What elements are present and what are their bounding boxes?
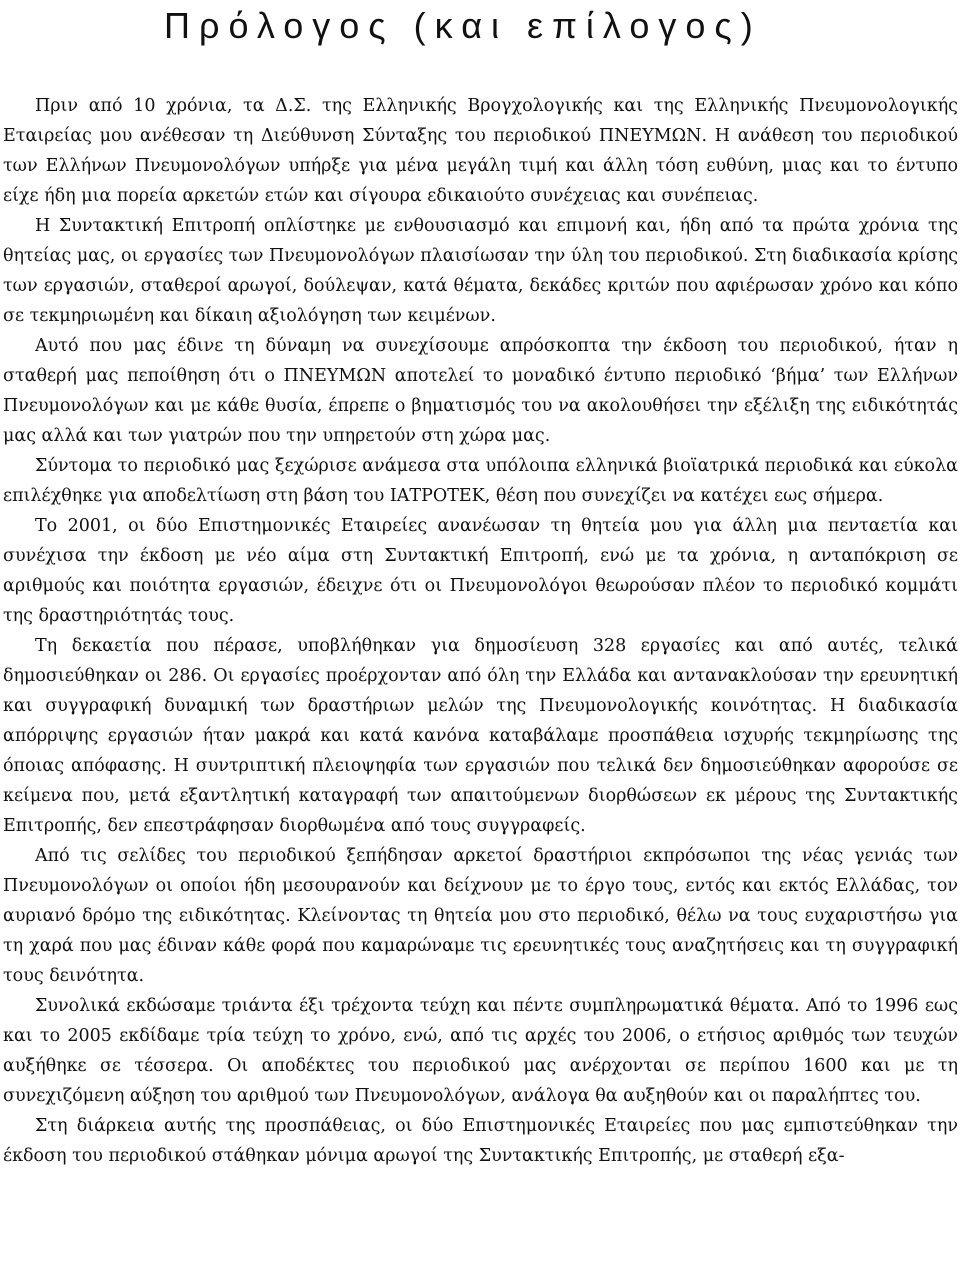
paragraph: Συνολικά εκδώσαμε τριάντα έξι τρέχοντα τεύχη και πέντε συμπληρωματικά θέματα. Από το 1996 εως και το 2005 εκδίδαμε τρία τεύχη το χρόνο, ενώ, από τις αρχές του 2006, ο ετήσιος αριθμός των τευχών αυξήθηκε σε τέσσερα. Οι αποδέκτες του περιοδικού μας ανέρχονται σε περίπου 1600 και με τη συνεχιζόμενη αύξηση του αριθμού των Πνευμονολόγων, ανάλογα θα αυξηθούν και οι παραλήπτες του.	[3, 996, 958, 1106]
body-text	[3, 91, 958, 1171]
paragraph: Η Συντακτική Επιτροπή οπλίστηκε με ενθουσιασμό και επιμονή και, ήδη από τα πρώτα χρόνια της θητείας μας, οι εργασίες των Πνευμονολόγων πλαισίωσαν την ύλη του περιοδικού. Στη διαδικασία κρίσης των εργασιών, σταθεροί αρωγοί, δούλεψαν, κατά θέματα, δεκάδες κριτών που αφιέρωσαν χρόνο και κόπο σε τεκμηριωμένη και δίκαιη αξιολόγηση των κειμένων.	[3, 216, 958, 326]
paragraph: Αυτό που μας έδινε τη δύναμη να συνεχίσουμε απρόσκοπτα την έκδοση του περιοδικού, ήταν η σταθερή μας πεποίθηση ότι ο ΠΝΕΥΜΩΝ αποτελεί το μοναδικό έντυπο περιοδικό ‘βήμα’ των Ελλήνων Πνευμονολόγων και με κάθε θυσία, έπρεπε ο βηματισμός του να ακολουθήσει την εξέλιξη της ειδικότητάς μας αλλά και των γιατρών που την υπηρετούν στη χώρα μας.	[3, 336, 958, 446]
paragraph: Πριν από 10 χρόνια, τα Δ.Σ. της Ελληνικής Βρογχολογικής και της Ελληνικής Πνευμονολογικής Εταιρείας μου ανέθεσαν τη Διεύθυνση Σύνταξης του περιοδικού ΠΝΕΥΜΩΝ. Η ανάθεση του περιοδικού των Ελλήνων Πνευμονολόγων υπήρξε για μένα μεγάλη τιμή και άλλη τόση ευθύνη, μιας και το έντυπο είχε ήδη μια πορεία αρκετών ετών και σίγουρα εδικαιούτο συνέχειας και συνέπειας.	[3, 96, 958, 206]
paragraph: Σύντομα το περιοδικό μας ξεχώρισε ανάμεσα στα υπόλοιπα ελληνικά βιοϊατρικά περιοδικά και εύκολα επιλέχθηκε για αποδελτίωση στη βάση του ΙΑΤΡΟΤΕΚ, θέση που συνεχίζει να κατέχει εως σήμερα.	[3, 456, 958, 506]
paragraph: Στη διάρκεια αυτής της προσπάθειας, οι δύο Επιστημονικές Εταιρείες που μας εμπιστεύθηκαν την έκδοση του περιοδικού στάθηκαν μόνιμα αρωγοί της Συντακτικής Επιτροπής, με σταθερή εξα-	[3, 1116, 958, 1166]
paragraph: Από τις σελίδες του περιοδικού ξεπήδησαν αρκετοί δραστήριοι εκπρόσωποι της νέας γενιάς των Πνευμονολόγων οι οποίοι ήδη μεσουρανούν και δείχνουν με το έργο τους, εντός και εκτός Ελλάδας, τον αυριανό δρόμο της ειδικότητας. Κλείνοντας τη θητεία μου στο περιοδικό, θέλω να τους ευχαριστήσω για τη χαρά που μας έδιναν κάθε φορά που καμαρώναμε τις ερευνητικές τους αναζητήσεις και τη συγγραφική τους δεινότητα.	[3, 846, 958, 986]
paragraph: Τη δεκαετία που πέρασε, υποβλήθηκαν για δημοσίευση 328 εργασίες και από αυτές, τελικά δημοσιεύθηκαν οι 286. Οι εργασίες προέρχονταν από όλη την Ελλάδα και αντανακλούσαν την ερευνητική και συγγραφική δυναμική των δραστήριων μελών της Πνευμονολογικής κοινότητας. Η διαδικασία απόρριψης εργασιών ήταν μακρά και κατά κανόνα καταβάλαμε προσπάθεια ισχυρής τεκμηρίωσης της όποιας απόφασης. Η συντριπτική πλειοψηφία των εργασιών που τελικά δεν δημοσιεύθηκαν αφορούσε σε κείμενα που, μετά εξαντλητική καταγραφή των απαιτούμενων διορθώσεων εκ μέρους της Συντακτικής Επιτροπής, δεν επεστράφησαν διορθωμένα από τους συγγραφείς.	[3, 636, 958, 836]
paragraph: Το 2001, οι δύο Επιστημονικές Εταιρείες ανανέωσαν τη θητεία μου για άλλη μια πενταετία και συνέχισα την έκδοση με νέο αίμα στη Συντακτική Επιτροπή, ενώ με τα χρόνια, η ανταπόκριση σε αριθμούς και ποιότητα εργασιών, έδειχνε ότι οι Πνευμονολόγοι θεωρούσαν πλέον το περιοδικό κομμάτι της δραστηριότητάς τους.	[3, 516, 958, 626]
page-title: Πρόλογος (και επίλογος)	[164, 5, 762, 46]
